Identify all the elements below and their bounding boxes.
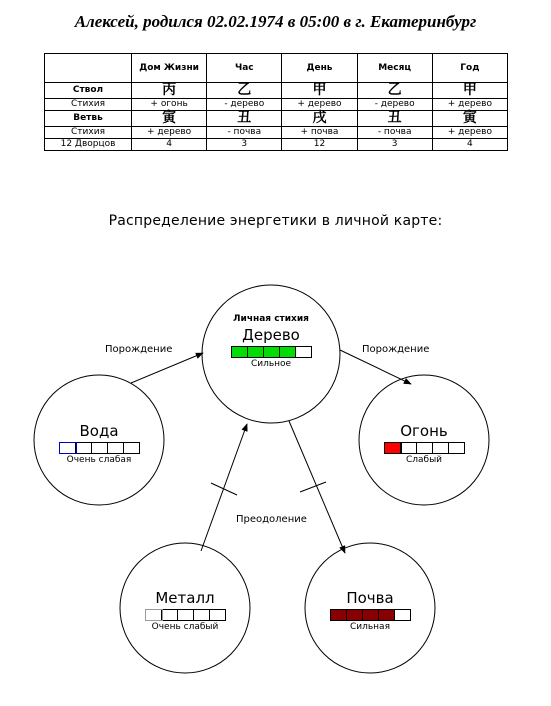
arrow-water-to-wood bbox=[131, 353, 203, 383]
header-cell-hour: Час bbox=[207, 54, 282, 83]
table-cell: 4 bbox=[432, 139, 507, 151]
strength-segment bbox=[433, 443, 449, 453]
table-cell: - почва bbox=[357, 127, 432, 139]
table-cell: 乙 bbox=[357, 83, 432, 99]
node-wood bbox=[206, 314, 336, 369]
node-heading: Личная стихия bbox=[233, 314, 309, 324]
strength-segment bbox=[124, 443, 140, 453]
strength-segment bbox=[162, 610, 178, 620]
header-cell-month: Месяц bbox=[357, 54, 432, 83]
node-name: Вода bbox=[79, 422, 119, 440]
strength-label: Очень слабая bbox=[66, 455, 132, 465]
edge-label-generation-left: Порождение bbox=[105, 344, 173, 355]
table-cell: 丑 bbox=[207, 111, 282, 127]
row-label: Ствол bbox=[45, 83, 132, 99]
table-cell: - дерево bbox=[357, 99, 432, 111]
table-cell: 寅 bbox=[132, 111, 207, 127]
table-cell: + дерево bbox=[282, 99, 357, 111]
strength-bar bbox=[145, 609, 226, 621]
node-water bbox=[39, 422, 159, 465]
strength-segment bbox=[296, 347, 312, 357]
table-cell: + почва bbox=[282, 127, 357, 139]
node-name: Огонь bbox=[400, 422, 448, 440]
strength-segment bbox=[379, 610, 395, 620]
node-name: Почва bbox=[346, 589, 394, 607]
strength-segment bbox=[248, 347, 264, 357]
table-cell: - почва bbox=[207, 127, 282, 139]
strength-segment bbox=[60, 443, 76, 453]
table-cell: 甲 bbox=[432, 83, 507, 99]
strength-segment bbox=[395, 610, 411, 620]
strength-segment bbox=[417, 443, 433, 453]
row-label: 12 Дворцов bbox=[45, 139, 132, 151]
node-fire bbox=[364, 422, 484, 465]
table-cell: 戌 bbox=[282, 111, 357, 127]
edge-label-generation-right: Порождение bbox=[362, 344, 430, 355]
table-cell: 4 bbox=[132, 139, 207, 151]
strength-bar bbox=[59, 442, 140, 454]
strength-label: Очень слабый bbox=[151, 622, 219, 632]
table-cell: 3 bbox=[207, 139, 282, 151]
arrow-wood-to-earth bbox=[289, 421, 345, 553]
arrow-metal-to-wood bbox=[201, 424, 247, 551]
arrow-wood-to-fire bbox=[340, 350, 411, 384]
row-label: Ветвь bbox=[45, 111, 132, 127]
strength-segment bbox=[178, 610, 194, 620]
strength-segment bbox=[331, 610, 347, 620]
strength-segment bbox=[385, 443, 401, 453]
table-cell: + дерево bbox=[432, 127, 507, 139]
strength-label: Слабый bbox=[405, 455, 443, 465]
strength-segment bbox=[194, 610, 210, 620]
strength-segment bbox=[363, 610, 379, 620]
table-cell: 甲 bbox=[282, 83, 357, 99]
header-cell-day: День bbox=[282, 54, 357, 83]
section-subtitle: Распределение энергетики в личной карте: bbox=[108, 213, 443, 229]
strength-segment bbox=[347, 610, 363, 620]
strength-segment bbox=[108, 443, 124, 453]
strength-segment bbox=[92, 443, 108, 453]
tick-mark-right bbox=[300, 482, 326, 492]
strength-label: Сильное bbox=[250, 359, 292, 369]
strength-segment bbox=[280, 347, 296, 357]
table-cell: - дерево bbox=[207, 99, 282, 111]
strength-bar bbox=[231, 346, 312, 358]
strength-segment bbox=[449, 443, 465, 453]
table-cell: 丙 bbox=[132, 83, 207, 99]
strength-segment bbox=[210, 610, 226, 620]
row-label: Стихия bbox=[45, 99, 132, 111]
tick-mark-left bbox=[211, 483, 237, 495]
strength-label: Сильная bbox=[349, 622, 390, 632]
strength-segment bbox=[264, 347, 280, 357]
node-earth bbox=[310, 589, 430, 632]
node-name: Металл bbox=[155, 589, 215, 607]
row-label: Стихия bbox=[45, 127, 132, 139]
table-cell: + дерево bbox=[132, 127, 207, 139]
strength-segment bbox=[401, 443, 417, 453]
strength-bar bbox=[384, 442, 465, 454]
table-cell: 乙 bbox=[207, 83, 282, 99]
header-cell-life-house: Дом Жизни bbox=[132, 54, 207, 83]
table-cell: 12 bbox=[282, 139, 357, 151]
strength-segment bbox=[232, 347, 248, 357]
edge-label-control: Преодоление bbox=[236, 514, 307, 525]
table-cell: + огонь bbox=[132, 99, 207, 111]
strength-segment bbox=[76, 443, 92, 453]
table-cell: 丑 bbox=[357, 111, 432, 127]
table-cell: 寅 bbox=[432, 111, 507, 127]
page-title: Алексей, родился 02.02.1974 в 05:00 в г. Екатеринбург bbox=[74, 12, 477, 31]
node-name: Дерево bbox=[242, 326, 300, 344]
strength-bar bbox=[330, 609, 411, 621]
table-cell: + дерево bbox=[432, 99, 507, 111]
header-cell-year: Год bbox=[432, 54, 507, 83]
node-metal bbox=[125, 589, 245, 632]
table-cell: 3 bbox=[357, 139, 432, 151]
strength-segment bbox=[146, 610, 162, 620]
